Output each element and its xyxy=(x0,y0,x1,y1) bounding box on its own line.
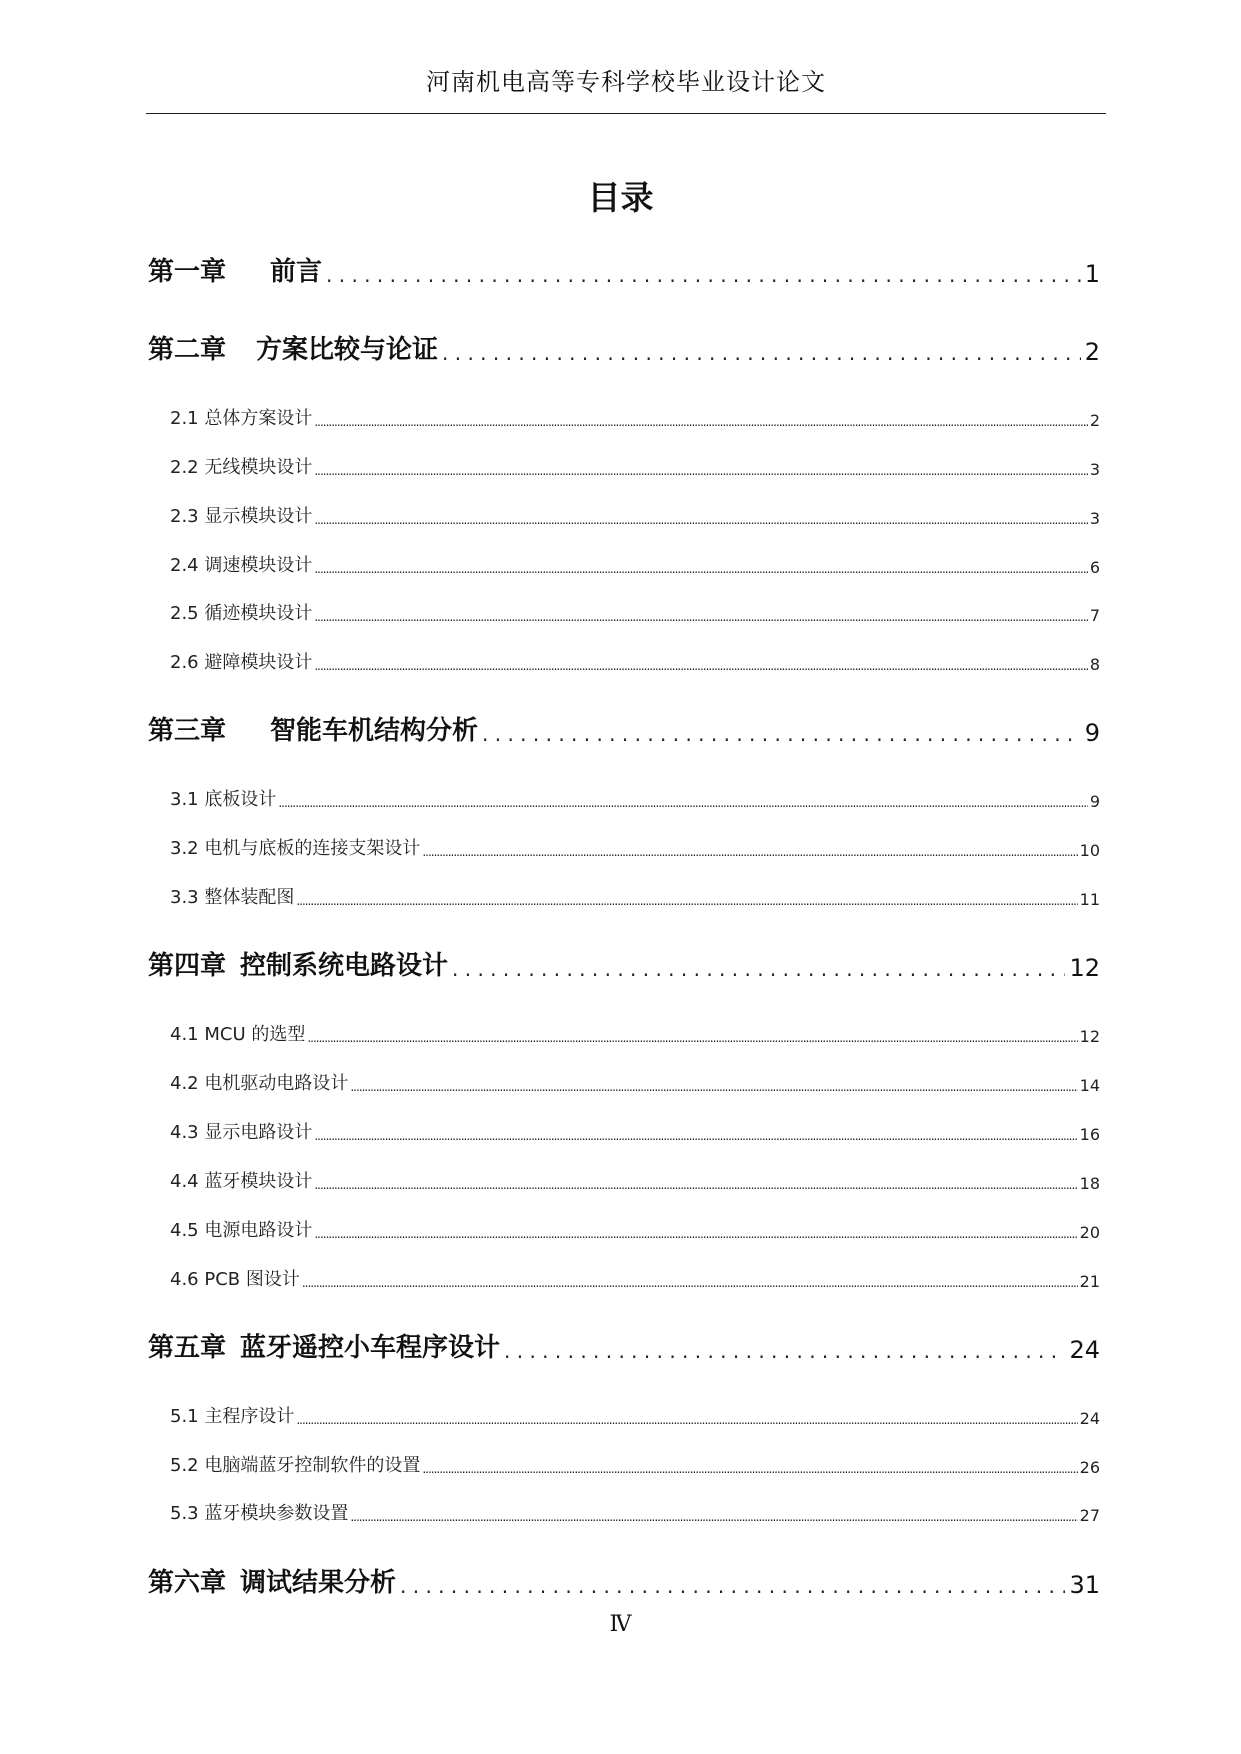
dot-leader xyxy=(314,463,1087,479)
section-label: 3.3 整体装配图 xyxy=(170,887,295,908)
chapter-number: 第三章 xyxy=(148,716,227,746)
section-label: 3.2 电机与底板的连接支架设计 xyxy=(170,838,421,859)
dot-leader xyxy=(326,262,1081,288)
dot-leader xyxy=(314,414,1087,430)
dot-leader xyxy=(296,1412,1077,1428)
toc-section[interactable] xyxy=(170,406,1100,430)
dot-leader xyxy=(400,1573,1065,1599)
section-label: 5.2 电脑端蓝牙控制软件的设置 xyxy=(170,1455,421,1476)
chapter-page: 2 xyxy=(1084,338,1100,366)
section-label: 2.4 调速模块设计 xyxy=(170,555,313,576)
dot-leader xyxy=(452,956,1065,982)
dot-leader xyxy=(307,1030,1077,1046)
chapter-page: 24 xyxy=(1069,1336,1100,1364)
section-label: 4.4 蓝牙模块设计 xyxy=(170,1171,313,1192)
toc-section[interactable] xyxy=(170,1501,1100,1525)
section-page: 7 xyxy=(1089,606,1100,625)
page-header-title: 河南机电高等专科学校毕业设计论文 xyxy=(426,68,826,96)
section-page: 3 xyxy=(1089,460,1100,479)
toc-chapter-1[interactable] xyxy=(148,254,1100,288)
toc-section[interactable] xyxy=(170,1120,1100,1144)
section-page: 12 xyxy=(1079,1027,1100,1046)
section-page: 3 xyxy=(1089,509,1100,528)
section-page: 18 xyxy=(1079,1174,1100,1193)
section-label: 5.3 蓝牙模块参数设置 xyxy=(170,1503,349,1524)
dot-leader xyxy=(314,658,1087,674)
chapter-page: 31 xyxy=(1069,1571,1100,1599)
section-page: 2 xyxy=(1089,411,1100,430)
toc-section[interactable] xyxy=(170,455,1100,479)
dot-leader xyxy=(504,1338,1065,1364)
section-page: 6 xyxy=(1089,558,1100,577)
toc-section[interactable] xyxy=(170,504,1100,528)
toc-chapter-4[interactable] xyxy=(148,948,1100,982)
chapter-page: 9 xyxy=(1084,719,1100,747)
toc-section[interactable] xyxy=(170,601,1100,625)
section-label: 2.6 避障模块设计 xyxy=(170,652,313,673)
section-page: 11 xyxy=(1079,890,1100,909)
section-page: 8 xyxy=(1089,655,1100,674)
section-page: 24 xyxy=(1079,1409,1100,1428)
section-label: 4.2 电机驱动电路设计 xyxy=(170,1073,349,1094)
dot-leader xyxy=(314,609,1087,625)
section-label: 4.3 显示电路设计 xyxy=(170,1122,313,1143)
section-label: 5.1 主程序设计 xyxy=(170,1406,295,1427)
toc-chapter-6[interactable] xyxy=(148,1565,1100,1599)
section-label: 4.1 MCU 的选型 xyxy=(170,1024,306,1045)
chapter-name: 智能车机结构分析 xyxy=(270,716,479,746)
chapter-number: 第一章 xyxy=(148,257,227,287)
section-label: 2.2 无线模块设计 xyxy=(170,457,313,478)
section-page: 21 xyxy=(1079,1272,1100,1291)
dot-leader xyxy=(314,1226,1077,1242)
section-label: 2.5 循迹模块设计 xyxy=(170,603,313,624)
dot-leader xyxy=(314,561,1087,577)
dot-leader xyxy=(314,1128,1077,1144)
dot-leader xyxy=(296,893,1077,909)
toc-chapter-3[interactable] xyxy=(148,713,1100,747)
dot-leader xyxy=(278,795,1087,811)
toc-section[interactable] xyxy=(170,836,1100,860)
section-page: 20 xyxy=(1079,1223,1100,1242)
dot-leader xyxy=(314,512,1087,528)
dot-leader xyxy=(482,721,1081,747)
chapter-name: 调试结果分析 xyxy=(240,1568,397,1598)
chapter-name: 蓝牙遥控小车程序设计 xyxy=(240,1333,501,1363)
dot-leader xyxy=(350,1079,1077,1095)
chapter-name: 方案比较与论证 xyxy=(256,335,439,365)
section-label: 4.6 PCB 图设计 xyxy=(170,1269,300,1290)
toc-section[interactable] xyxy=(170,650,1100,674)
chapter-name: 控制系统电路设计 xyxy=(240,951,449,981)
section-label: 2.3 显示模块设计 xyxy=(170,506,313,527)
toc-section[interactable] xyxy=(170,1267,1100,1291)
dot-leader xyxy=(422,1461,1077,1477)
chapter-number: 第四章 xyxy=(148,951,227,981)
dot-leader xyxy=(302,1275,1078,1291)
dot-leader xyxy=(314,1177,1077,1193)
chapter-page: 1 xyxy=(1084,260,1100,288)
chapter-number: 第二章 xyxy=(148,335,227,365)
section-label: 4.5 电源电路设计 xyxy=(170,1220,313,1241)
dot-leader xyxy=(422,844,1077,860)
chapter-number: 第五章 xyxy=(148,1333,227,1363)
toc-title: 目录 xyxy=(587,178,654,217)
toc-section[interactable] xyxy=(170,885,1100,909)
chapter-number: 第六章 xyxy=(148,1568,227,1598)
chapter-page: 12 xyxy=(1069,954,1100,982)
section-page: 9 xyxy=(1089,792,1100,811)
header-rule xyxy=(146,113,1106,114)
toc-section[interactable] xyxy=(170,1169,1100,1193)
section-page: 26 xyxy=(1079,1458,1100,1477)
section-label: 2.1 总体方案设计 xyxy=(170,408,313,429)
toc-section[interactable] xyxy=(170,1453,1100,1477)
toc-section[interactable] xyxy=(170,1404,1100,1428)
toc-section[interactable] xyxy=(170,1071,1100,1095)
dot-leader xyxy=(442,340,1081,366)
section-page: 27 xyxy=(1079,1506,1100,1525)
toc-chapter-2[interactable] xyxy=(148,332,1100,366)
toc-section[interactable] xyxy=(170,787,1100,811)
section-page: 14 xyxy=(1079,1076,1100,1095)
dot-leader xyxy=(350,1509,1077,1525)
section-page: 16 xyxy=(1079,1125,1100,1144)
toc-section[interactable] xyxy=(170,1218,1100,1242)
page-number: Ⅳ xyxy=(609,1612,632,1637)
section-label: 3.1 底板设计 xyxy=(170,789,277,810)
toc-section[interactable] xyxy=(170,1022,1100,1046)
chapter-name: 前言 xyxy=(270,257,323,287)
section-page: 10 xyxy=(1079,841,1100,860)
toc-section[interactable] xyxy=(170,553,1100,577)
toc-chapter-5[interactable] xyxy=(148,1330,1100,1364)
